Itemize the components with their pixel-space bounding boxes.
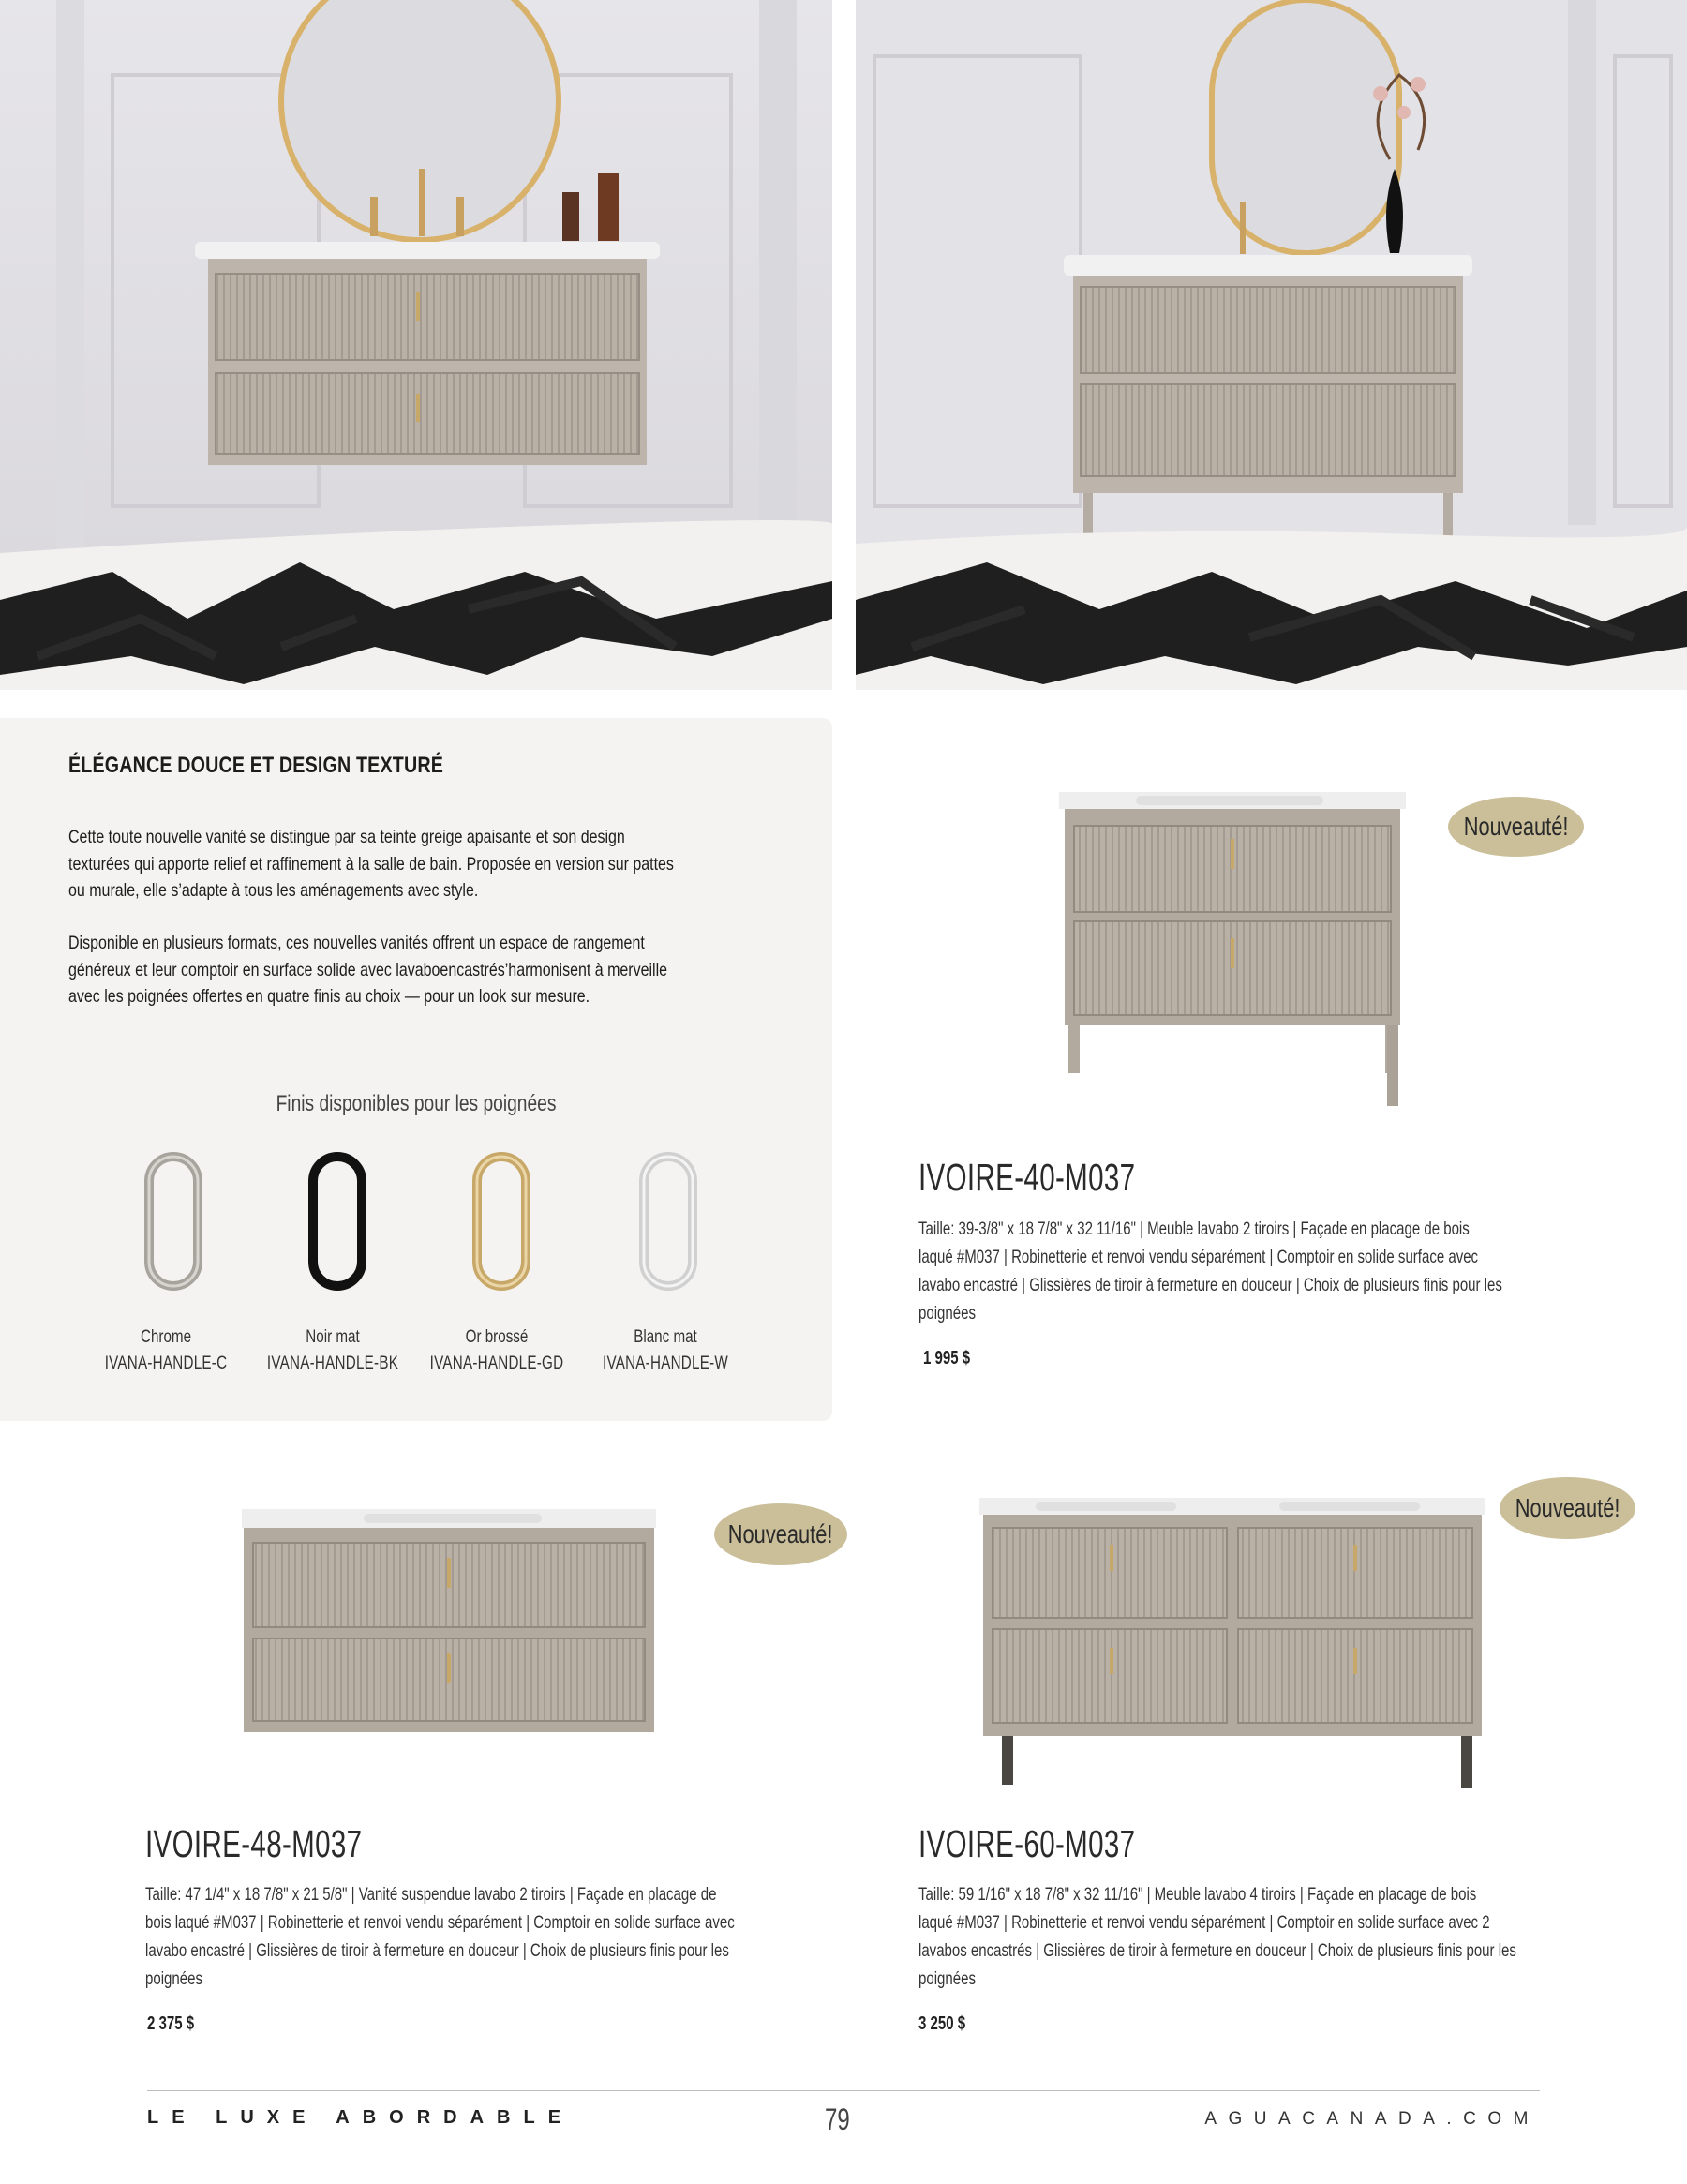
product-specs [918,1215,1539,1327]
spec-line: lavabo encastré | Glissières de tiroir à fermeture en douceur | Choix de plusieurs finis pour les [918,1275,1502,1295]
handle-finish-name: Chrome [140,1327,192,1347]
formats-line: généreux et leur comptoir en surface solide avec lavaboencastrés’harmonisent à merveille [68,959,668,980]
spec-line: Taille: 47 1/4" x 18 7/8" x 21 5/8" | Vanité suspendue lavabo 2 tiroirs | Façade en placage de [145,1884,717,1905]
new-badge [1500,1477,1635,1539]
handle-finish-sku: IVANA-HANDLE-BK [266,1354,399,1373]
spec-line: lavabos encastrés | Glissières de tiroir à fermeture en douceur | Choix de plusieurs finis pour les [918,1940,1516,1961]
intro-line: ou murale, elle s’adapte à tous les aménagements avec style. [68,880,479,901]
product-price: 2 375 $ [147,2013,195,2034]
white-handle-icon [635,1151,701,1292]
handle-finish-sku: IVANA-HANDLE-GD [429,1354,564,1373]
chrome-handle-icon [141,1151,206,1292]
spec-line: poignées [918,1968,976,1989]
panel-title: ÉLÉGANCE DOUCE ET DESIGN TEXTURÉ [68,753,443,778]
new-badge-label: Nouveauté! [728,1519,833,1548]
product-specs [145,1880,766,1993]
hero-photo-wall-hung [0,0,832,690]
intro-paragraph [68,824,745,905]
spec-line: bois laqué #M037 | Robinetterie et renvoi vendu séparément | Comptoir en solide surface avec [145,1912,735,1933]
handle-finish-sku: IVANA-HANDLE-W [603,1354,728,1373]
black-handle-icon [305,1151,370,1292]
spec-line: laqué #M037 | Robinetterie et renvoi vendu séparément | Comptoir en solide surface avec 2 [918,1912,1490,1933]
spec-line: poignées [145,1968,202,1989]
product-image-ivoire-60 [979,1498,1485,1788]
new-badge [714,1503,847,1565]
finishes-title: Finis disponibles pour les poignées [276,1091,557,1116]
gold-handle-icon [469,1151,534,1292]
hero-photo-legged [856,0,1687,690]
spec-line: laqué #M037 | Robinetterie et renvoi vendu séparément | Comptoir en solide surface avec [918,1247,1479,1267]
handle-finish-sku: IVANA-HANDLE-C [104,1354,228,1373]
intro-line: Cette toute nouvelle vanité se distingue par sa teinte greige apaisante et son design [68,827,625,847]
product-image-ivoire-48 [242,1509,656,1734]
product-model-title: IVOIRE-60-M037 [918,1822,1136,1865]
handle-finish-name: Blanc mat [634,1327,697,1347]
spec-line: poignées [918,1303,976,1324]
intro-line: texturées qui apporte relief et raffinement à la salle de bain. Proposée en version sur pattes [68,853,674,875]
new-badge-label: Nouveauté! [1515,1493,1620,1522]
footer-tagline: LE LUXE ABORDABLE [147,2107,575,2128]
footer-divider [147,2090,1540,2091]
product-price: 3 250 $ [918,2013,966,2034]
spec-line: lavabo encastré | Glissières de tiroir à fermeture en douceur | Choix de plusieurs finis pour les [145,1940,729,1961]
footer-website-link[interactable]: AGUACANADA.COM [1204,2109,1540,2129]
product-model-title: IVOIRE-40-M037 [918,1156,1136,1199]
formats-line: avec les poignées offertes en quatre finis au choix — pour un look sur mesure. [68,986,590,1007]
product-model-title: IVOIRE-48-M037 [145,1822,363,1865]
handle-finish-name: Noir mat [306,1327,360,1347]
page-number: 79 [825,2102,850,2136]
handle-finish-name: Or brossé [465,1327,529,1347]
new-badge [1448,797,1584,857]
formats-paragraph [68,930,745,1010]
product-image-ivoire-40 [1059,792,1406,1106]
spec-line: Taille: 39-3/8" x 18 7/8" x 32 11/16" | Meuble lavabo 2 tiroirs | Façade en placage de bois [918,1219,1470,1239]
spec-line: Taille: 59 1/16" x 18 7/8" x 32 11/16" | Meuble lavabo 4 tiroirs | Façade en placage de bois [918,1884,1477,1905]
product-price: 1 995 $ [923,1348,971,1369]
new-badge-label: Nouveauté! [1463,812,1569,841]
formats-line: Disponible en plusieurs formats, ces nouvelles vanités offrent un espace de rangement [68,933,645,953]
product-specs [918,1880,1539,1993]
